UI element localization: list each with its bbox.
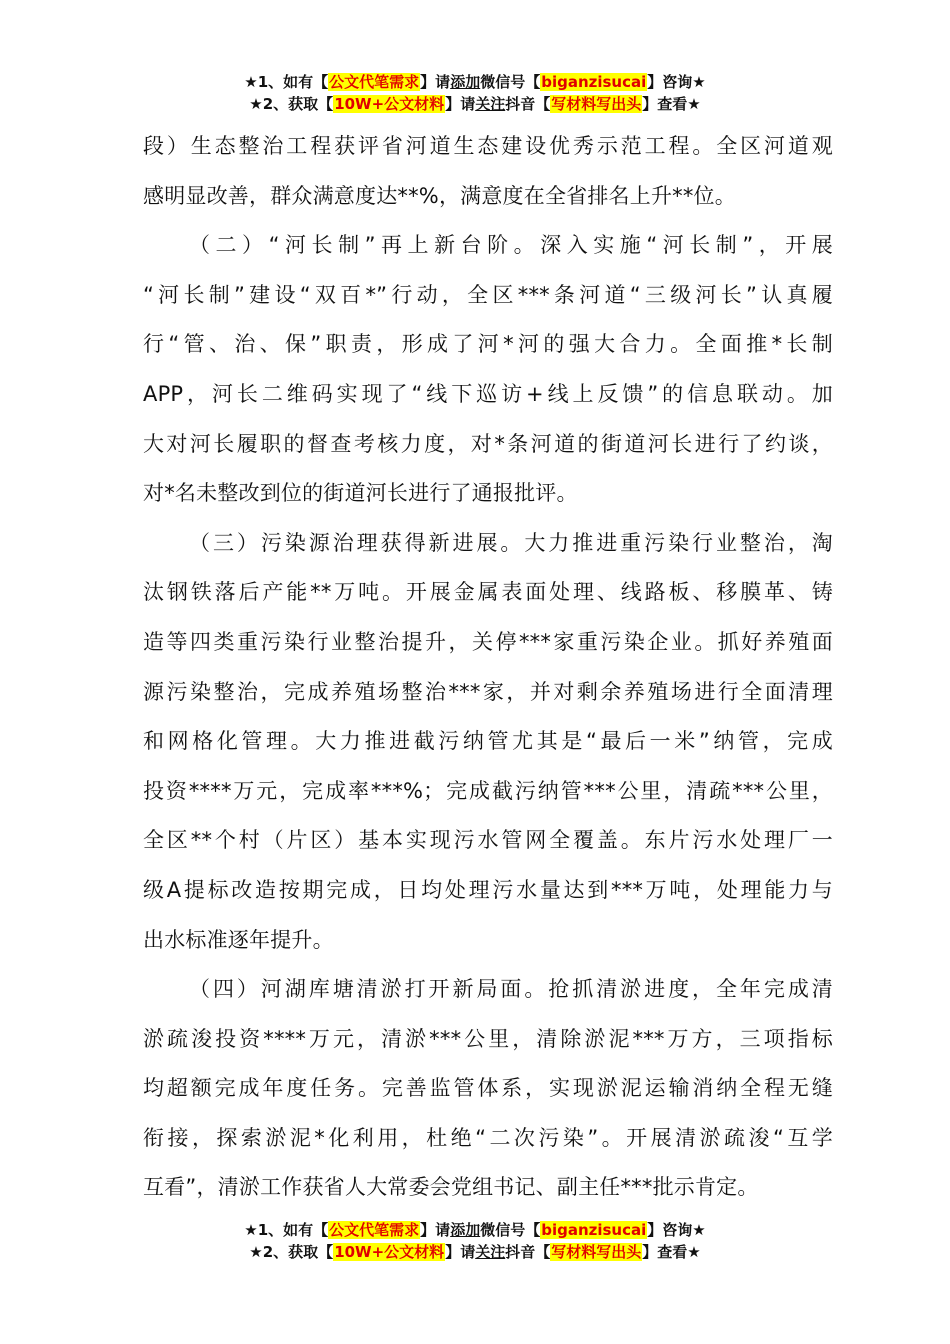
text-line: 大对河长履职的督查考核力度，对*条河道的街道河长进行了约谈， (143, 431, 833, 456)
banner-text: ★1、如有【 (244, 73, 329, 91)
banner-underline: 关注 (475, 1243, 506, 1261)
banner-highlight: 公文代笔需求 (329, 1221, 420, 1239)
banner-line-2 (0, 1241, 950, 1263)
banner-highlight: biganzisucai (541, 73, 647, 91)
document-body (143, 122, 833, 1213)
banner-highlight: 10W+公文材料 (334, 1243, 445, 1261)
text-line: 段）生态整治工程获评省河道生态建设优秀示范工程。全区河道观 (143, 134, 833, 158)
banner-highlight: biganzisucai (541, 1221, 647, 1239)
banner-highlight: 写材料写出头 (551, 95, 642, 113)
banner-line-2 (0, 93, 950, 115)
footer-banner (0, 1219, 950, 1263)
banner-text: 抖音【 (505, 95, 551, 113)
banner-highlight: 写材料写出头 (551, 1243, 642, 1261)
text-line: 互看”，清淤工作获省人大常委会党组书记、副主任***批示肯定。 (143, 1175, 759, 1200)
banner-text: 】请 (445, 95, 476, 113)
banner-text: 】请 (445, 1243, 476, 1261)
banner-highlight: 公文代笔需求 (329, 73, 420, 91)
text-line: APP，河长二维码实现了“线下巡访+线上反馈”的信息联动。加 (143, 381, 833, 406)
text-line: 全区**个村（片区）基本实现污水管网全覆盖。东片污水处理厂一 (143, 828, 833, 853)
banner-line-1 (0, 1219, 950, 1241)
text-line: 汰钢铁落后产能**万吨。开展金属表面处理、线路板、移膜革、铸 (143, 580, 833, 605)
text-line: 造等四类重污染行业整治提升，关停***家重污染企业。抓好养殖面 (143, 629, 833, 654)
text-line: 级A提标改造按期完成，日均处理污水量达到***万吨，处理能力与 (143, 877, 833, 902)
text-line: （三）污染源治理获得新进展。大力推进重污染行业整治，淘 (189, 530, 833, 555)
text-line: 出水标准逐年提升。 (143, 927, 334, 952)
text-line: 均超额完成年度任务。完善监管体系，实现淤泥运输消纳全程无缝 (143, 1076, 833, 1101)
text-line: （二）“河长制”再上新台阶。深入实施“河长制”，开展 (189, 233, 833, 258)
banner-text: 】查看★ (642, 95, 701, 113)
banner-line-1 (0, 71, 950, 93)
text-line: “河长制”建设“双百*”行动，全区***条河道“三级河长”认真履 (143, 282, 833, 307)
text-line: 行“管、治、保”职责，形成了河*河的强大合力。全面推*长制 (143, 332, 833, 357)
text-line: 和网格化管理。大力推进截污纳管尤其是“最后一米”纳管，完成 (143, 729, 833, 754)
text-line: （四）河湖库塘清淤打开新局面。抢抓清淤进度，全年完成清 (189, 977, 833, 1002)
header-banner (0, 71, 950, 115)
text-line: 源污染整治，完成养殖场整治***家，并对剩余养殖场进行全面清理 (143, 679, 833, 704)
banner-text: ★1、如有【 (244, 1221, 329, 1239)
banner-underline: 添加 (450, 1221, 481, 1239)
banner-text: 】咨询★ (647, 1221, 706, 1239)
text-line: 投资****万元，完成率***%；完成截污纳管***公里，清疏***公里， (143, 778, 833, 803)
text-line: 对*名未整改到位的街道河长进行了通报批评。 (143, 481, 578, 506)
banner-text: 】请 (420, 1221, 451, 1239)
banner-text: 微信号【 (480, 73, 541, 91)
banner-text: 】请 (420, 73, 451, 91)
banner-text: 微信号【 (480, 1221, 541, 1239)
text-line: 衔接，探索淤泥*化利用，杜绝“二次污染”。开展清淤疏浚“互学 (143, 1125, 833, 1150)
banner-text: 】咨询★ (647, 73, 706, 91)
banner-underline: 添加 (450, 73, 481, 91)
banner-highlight: 10W+公文材料 (334, 95, 445, 113)
banner-text: 抖音【 (505, 1243, 551, 1261)
banner-text: 】查看★ (642, 1243, 701, 1261)
text-line: 感明显改善，群众满意度达**%，满意度在全省排名上升**位。 (143, 183, 736, 208)
banner-text: ★2、获取【 (249, 95, 334, 113)
banner-text: ★2、获取【 (249, 1243, 334, 1261)
banner-underline: 关注 (475, 95, 506, 113)
text-line: 淤疏浚投资****万元，清淤***公里，清除淤泥***万方，三项指标 (143, 1026, 833, 1051)
